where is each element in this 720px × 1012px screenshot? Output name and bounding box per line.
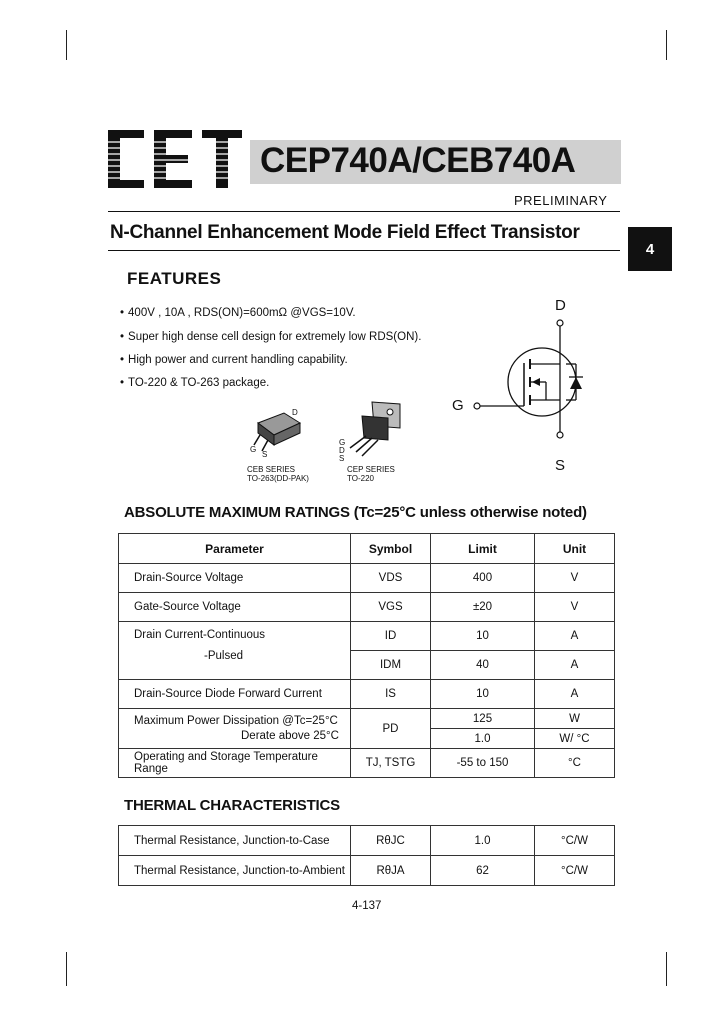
limit-cell: 125 [431,709,535,729]
features-heading: FEATURES [127,269,222,288]
symbol-cell: IDM [351,651,431,680]
col-header-parameter: Parameter [119,534,351,564]
to220-package-icon [340,400,410,462]
param-cell: Drain-Source Diode Forward Current [119,680,351,709]
table-row [119,593,615,622]
limit-cell: 10 [431,680,535,709]
table-row [119,709,615,729]
symbol-cell: IS [351,680,431,709]
table-row [119,826,615,856]
pin-label-g: G [250,445,257,454]
col-header-unit: Unit [535,534,615,564]
table-header-row [119,534,615,564]
unit-cell: °C [535,749,615,778]
page-number: 4-137 [352,900,382,912]
symbol-cell: PD [351,709,431,749]
unit-cell: W/ °C [535,729,615,749]
param-cell: Operating and Storage Temperature Range [119,749,351,778]
feature-item: • Super high dense cell design for extremely low RDS(ON). [120,331,421,343]
unit-cell: A [535,622,615,651]
param-cell [119,622,351,680]
table-row [119,680,615,709]
symbol-cell: VDS [351,564,431,593]
abs-max-heading: ABSOLUTE MAXIMUM RATINGS (Tc=25°C unless otherwise noted) [124,504,587,521]
limit-cell: 62 [431,856,535,886]
feature-item: • 400V , 10A , RDS(ON)=600mΩ @VGS=10V. [120,307,356,319]
source-pin-label: S [555,457,566,474]
unit-cell: A [535,651,615,680]
table-row [119,856,615,886]
thermal-heading: THERMAL CHARACTERISTICS [124,797,340,814]
symbol-cell: RθJA [351,856,431,886]
param-line: Maximum Power Dissipation @Tc=25°C [134,715,338,727]
section-tab: 4 [628,227,672,271]
crop-mark [666,30,667,60]
abs-max-table [118,533,615,778]
cep-package-label: TO-220 [347,474,374,483]
pin-label-s: S [339,454,345,463]
symbol-cell: VGS [351,593,431,622]
symbol-cell: RθJC [351,826,431,856]
unit-cell: W [535,709,615,729]
cet-logo [108,130,242,188]
limit-cell: 1.0 [431,729,535,749]
param-cell [119,709,351,749]
col-header-symbol: Symbol [351,534,431,564]
limit-cell: 40 [431,651,535,680]
pin-label-s: S [262,450,268,459]
symbol-cell: TJ, TSTG [351,749,431,778]
unit-cell: °C/W [535,826,615,856]
preliminary-label: PRELIMINARY [514,193,608,208]
ceb-package-label: TO-263(DD-PAK) [247,474,309,483]
param-line: -Pulsed [204,650,243,662]
feature-item: • High power and current handling capability. [120,354,348,366]
header-rule [108,211,620,212]
limit-cell: ±20 [431,593,535,622]
param-cell: Thermal Resistance, Junction-to-Case [119,826,351,856]
part-number-title: CEP740A/CEB740A [260,141,576,180]
crop-mark [66,30,67,60]
subtitle-rule [108,250,620,251]
unit-cell: V [535,593,615,622]
symbol-cell: ID [351,622,431,651]
unit-cell: V [535,564,615,593]
pin-label-d: D [292,408,298,417]
mosfet-symbol [470,315,610,445]
limit-cell: 10 [431,622,535,651]
limit-cell: 400 [431,564,535,593]
param-line: Derate above 25°C [241,730,339,742]
drain-pin-label: D [555,297,566,314]
limit-cell: -55 to 150 [431,749,535,778]
param-line: Drain Current-Continuous [134,629,266,641]
gate-pin-label: G [452,397,464,414]
pin-label-d: D [339,446,345,455]
pin-label-g: G [339,438,346,447]
unit-cell: A [535,680,615,709]
table-row [119,564,615,593]
unit-cell: °C/W [535,856,615,886]
ceb-series-label: CEB SERIES [247,465,296,474]
feature-item: • TO-220 & TO-263 package. [120,377,269,389]
col-header-limit: Limit [431,534,535,564]
crop-mark [66,952,67,986]
crop-mark [666,952,667,986]
cep-series-label: CEP SERIES [347,465,395,474]
device-subtitle: N-Channel Enhancement Mode Field Effect Transistor [110,222,580,243]
limit-cell: 1.0 [431,826,535,856]
param-cell: Thermal Resistance, Junction-to-Ambient [119,856,351,886]
param-cell: Gate-Source Voltage [119,593,351,622]
table-row [119,622,615,651]
param-cell: Drain-Source Voltage [119,564,351,593]
table-row [119,749,615,778]
thermal-table [118,825,615,886]
